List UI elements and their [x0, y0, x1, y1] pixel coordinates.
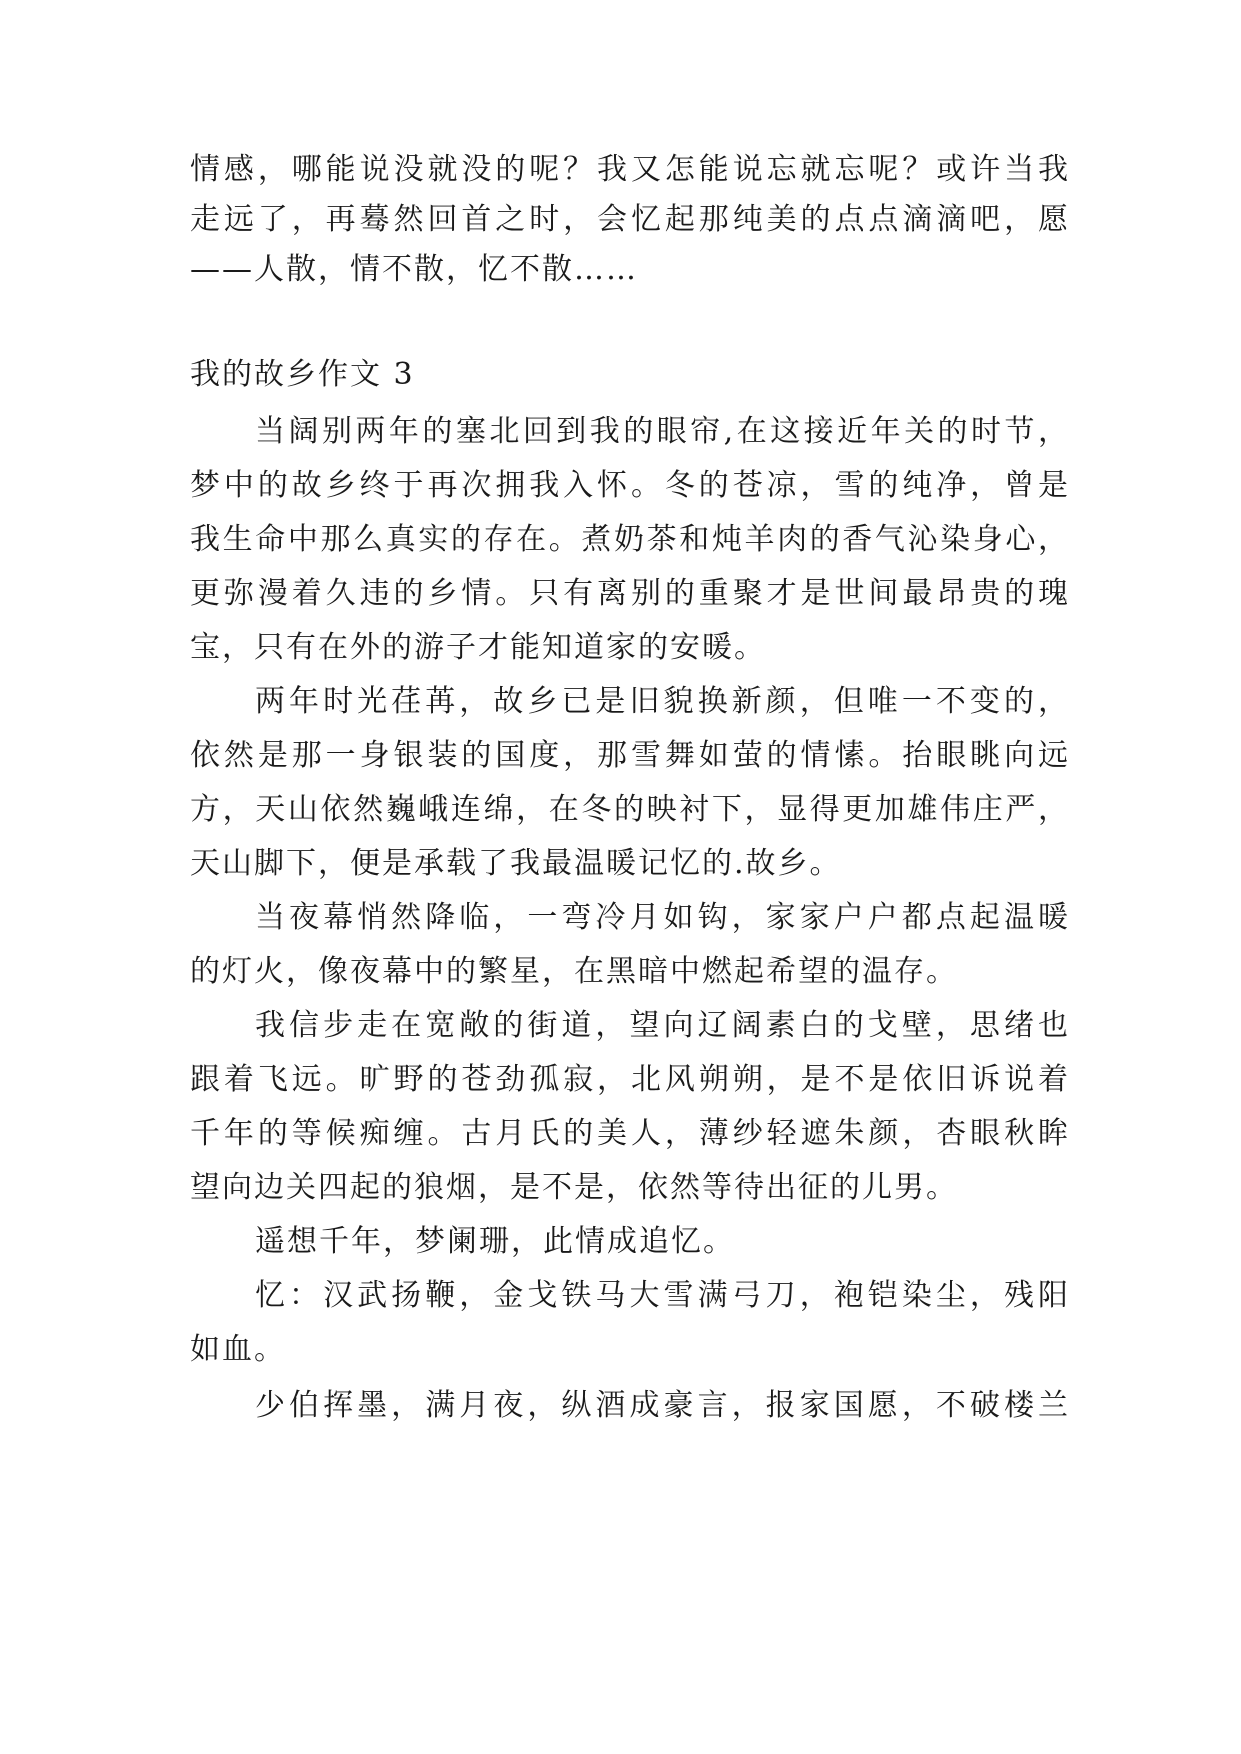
paragraph-line: 梦中的故乡终于再次拥我入怀。冬的苍凉，雪的纯净，曾是 [190, 468, 1070, 503]
paragraph-line: ——人散，情不散，忆不散…… [190, 252, 638, 287]
paragraph-line: 方，天山依然巍峨连绵，在冬的映衬下，显得更加雄伟庄严， [190, 792, 1070, 827]
paragraph-line: 我生命中那么真实的存在。煮奶茶和炖羊肉的香气沁染身心， [190, 522, 1070, 557]
paragraph-line: 更弥漫着久违的乡情。只有离别的重聚才是世间最昂贵的瑰 [190, 576, 1070, 611]
paragraph-line: 宝，只有在外的游子才能知道家的安暖。 [190, 630, 766, 665]
paragraph-line: 两年时光荏苒，故乡已是旧貌换新颜，但唯一不变的， [255, 684, 1070, 719]
paragraph-line: 千年的等候痴缠。古月氏的美人，薄纱轻遮朱颜，杏眼秋眸 [190, 1116, 1070, 1151]
paragraph-line: 望向边关四起的狼烟，是不是，依然等待出征的儿男。 [190, 1170, 958, 1205]
paragraph-line: 情感，哪能说没就没的呢？我又怎能说忘就忘呢？或许当我 [190, 152, 1070, 187]
paragraph-line: 少伯挥墨，满月夜，纵酒成豪言，报家国愿，不破楼兰 [255, 1388, 1070, 1423]
paragraph-line: 跟着飞远。旷野的苍劲孤寂，北风朔朔，是不是依旧诉说着 [190, 1062, 1070, 1097]
paragraph-line: 忆：汉武扬鞭，金戈铁马大雪满弓刀，袍铠染尘，残阳 [255, 1278, 1070, 1313]
paragraph-line: 走远了，再蓦然回首之时，会忆起那纯美的点点滴滴吧，愿 [190, 202, 1070, 237]
paragraph-line: 如血。 [190, 1332, 286, 1367]
paragraph-line: 依然是那一身银装的国度，那雪舞如萤的情愫。抬眼眺向远 [190, 738, 1070, 773]
paragraph-line: 当夜幕悄然降临，一弯冷月如钩，家家户户都点起温暖 [255, 900, 1070, 935]
paragraph-line: 当阔别两年的塞北回到我的眼帘,在这接近年关的时节， [255, 414, 1070, 449]
paragraph-line: 的灯火，像夜幕中的繁星，在黑暗中燃起希望的温存。 [190, 954, 958, 989]
paragraph-line: 遥想千年，梦阑珊，此情成追忆。 [255, 1224, 735, 1259]
paragraph-line: 天山脚下，便是承载了我最温暖记忆的.故乡。 [190, 846, 842, 881]
section-heading: 我的故乡作文 3 [190, 357, 415, 392]
paragraph-line: 我信步走在宽敞的街道，望向辽阔素白的戈壁，思绪也 [255, 1008, 1070, 1043]
